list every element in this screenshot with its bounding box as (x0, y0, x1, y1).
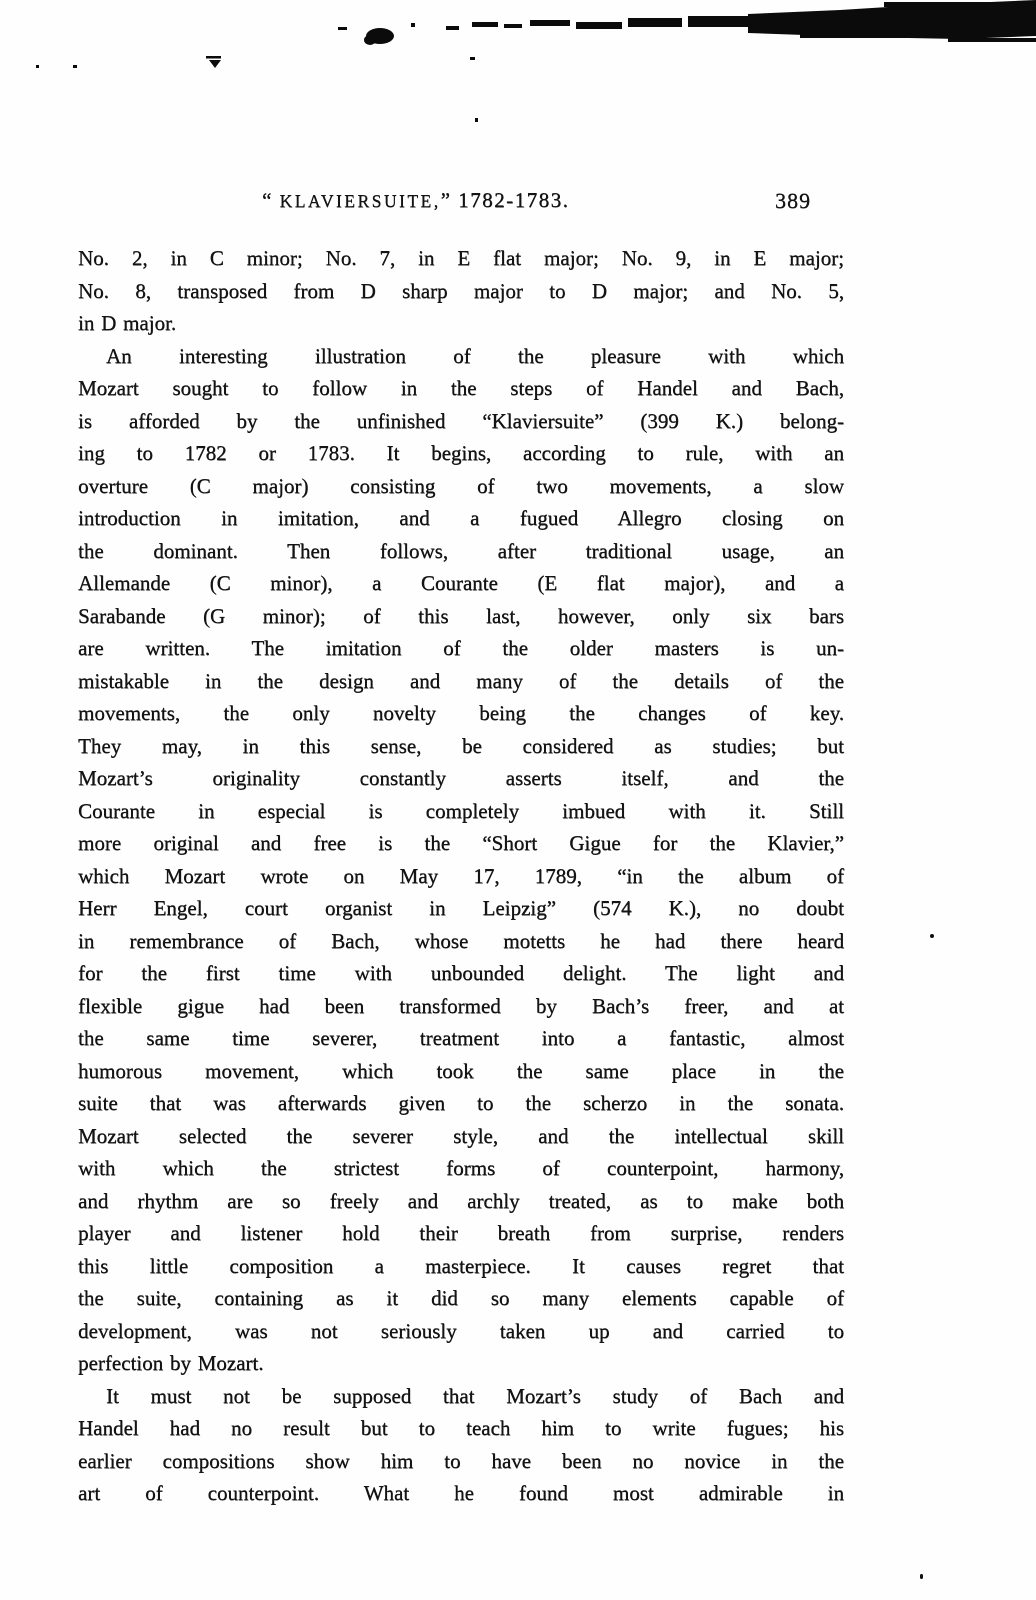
text-line: Handel had no result but to teach him to write fugues; his (78, 1416, 844, 1440)
text-line: which Mozart wrote on May 17, 1789, “in the album of (78, 863, 844, 888)
text-line: flexible gigue had been transformed by Bach’s freer, and at (78, 993, 844, 1018)
text-line: the suite, containing as it did so many elements capable of (78, 1286, 844, 1310)
text-line: mistakable in the design and many of the details of the (78, 668, 844, 693)
text-line: Allemande (C minor), a Courante (E flat major), and a (78, 571, 844, 595)
text-line: Mozart’s originality constantly asserts itself, and the (78, 766, 844, 790)
text-line: Herr Engel, court organist in Leipzig” (574 K.), no doubt (78, 896, 844, 920)
text-line: An interesting illustration of the pleasure with which (106, 343, 844, 368)
scan-speck-bottom-right (920, 1574, 923, 1579)
text-line: the same time severer, treatment into a fantastic, almost (78, 1026, 844, 1050)
text-line: are written. The imitation of the older masters is un- (78, 636, 844, 660)
text-line: for the first time with unbounded delight. The light and (78, 961, 844, 985)
text-line: this little composition a masterpiece. It causes regret that (78, 1253, 844, 1278)
chapter-title-open-quote: “ (262, 188, 280, 212)
text-line: and rhythm are so freely and archly treated, as to make both (78, 1188, 844, 1213)
text-line: earlier compositions show him to have been no novice in the (78, 1448, 844, 1473)
text-line: suite that was afterwards given to the scherzo in the sonata. (78, 1091, 844, 1115)
text-line: in remembrance of Bach, whose motetts he had there heard (78, 928, 844, 953)
text-line: humorous movement, which took the same place in the (78, 1058, 844, 1083)
text-line: the dominant. Then follows, after traditional usage, an (78, 538, 844, 563)
text-line: is afforded by the unfinished “Klaviersuite” (399 K.) belong- (78, 408, 844, 433)
text-line: perfection by Mozart. (78, 1351, 264, 1375)
text-line: movements, the only novelty being the changes of key. (78, 701, 844, 725)
text-line: art of counterpoint. What he found most admirable in (78, 1481, 844, 1505)
text-line: They may, in this sense, be considered as studies; but (78, 733, 844, 758)
text-line: It must not be supposed that Mozart’s study of Bach and (106, 1383, 844, 1408)
text-line: overture (C major) consisting of two movements, a slow (78, 473, 844, 498)
body-text (78, 242, 844, 1510)
chapter-title-caps: KLAVIERSUITE, (279, 191, 441, 211)
text-line: player and listener hold their breath from surprise, renders (78, 1221, 844, 1245)
text-line: No. 8, transposed from D sharp major to D major; and No. 5, (78, 278, 844, 303)
text-line: Mozart sought to follow in the steps of Handel and Bach, (78, 376, 844, 400)
text-line: Mozart selected the severer style, and the intellectual skill (78, 1123, 844, 1148)
text-line: development, was not seriously taken up and carried to (78, 1318, 844, 1343)
text-line: in D major. (78, 311, 177, 335)
text-line: with which the strictest forms of counterpoint, harmony, (78, 1156, 844, 1180)
text-line: ing to 1782 or 1783. It begins, according to rule, with an (78, 441, 844, 465)
chapter-title (262, 188, 569, 213)
text-line: No. 2, in C minor; No. 7, in E flat major; No. 9, in E major; (78, 246, 844, 270)
running-header (0, 188, 1036, 228)
chapter-title-date: ” 1782-1783. (440, 188, 570, 212)
scan-speck-right-margin (930, 934, 934, 938)
text-line: Courante in especial is completely imbued with it. Still (78, 798, 844, 823)
text-line: introduction in imitation, and a fugued Allegro closing on (78, 506, 844, 530)
page-number: 389 (775, 188, 811, 213)
scan-smudge-top (0, 0, 1036, 140)
text-line: more original and free is the “Short Gigue for the Klavier,” (78, 831, 844, 855)
text-line: Sarabande (G minor); of this last, however, only six bars (78, 603, 844, 628)
